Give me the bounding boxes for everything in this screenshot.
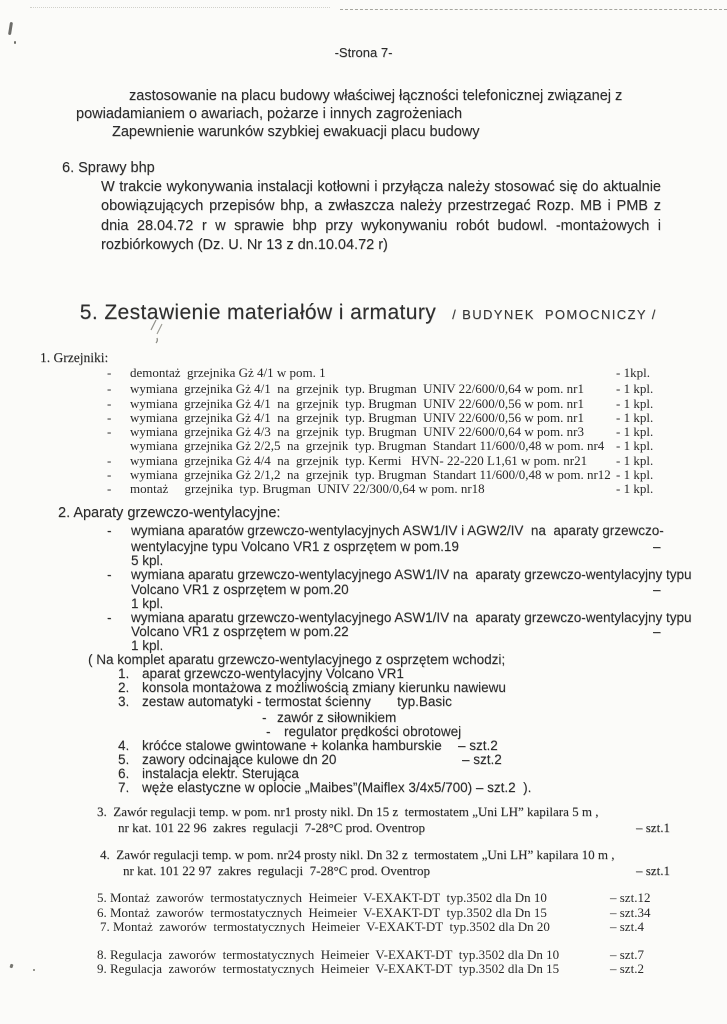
bullet-dash: - <box>107 481 112 496</box>
heater-item-qty: 5 kpl. <box>131 553 164 568</box>
component-number: 5. <box>118 752 130 767</box>
radiator-row-qty: - 1kpl. <box>616 365 650 380</box>
mount-row <box>0 905 727 920</box>
component-text: konsola montażowa z możliwością zmiany kierunku nawiewu <box>142 680 506 695</box>
radiator-row <box>0 453 727 468</box>
materials-section-subtitle: / BUDYNEK POMOCNICZY / <box>452 307 657 323</box>
bullet-dash: - <box>107 365 112 380</box>
valve-item-qty: – szt.1 <box>636 863 670 878</box>
component-number: 1. <box>118 666 130 681</box>
component-number: 7. <box>118 780 130 795</box>
bullet-dash: - <box>107 610 112 625</box>
valve-item-line2: nr kat. 101 22 97 zakres regulacji 7-28°C prod. Oventrop <box>123 863 431 878</box>
heaters-list-title: 2. Aparaty grzewczo-wentylacyjne: <box>58 505 281 521</box>
adjust-row-text: 9. Regulacja zaworów termostatycznych Heimeier V-EXAKT-DT typ.3502 dla Dn 15 <box>97 961 560 976</box>
valve-item-qty: – szt.1 <box>636 820 670 835</box>
radiator-row-text: demontaż grzejnika Gż 4/1 w pom. 1 <box>130 365 326 380</box>
bullet-dash: - <box>107 467 112 482</box>
radiator-row-qty: - 1 kpl. <box>616 410 654 425</box>
kit-note-open: ( Na komplet aparatu grzewczo-wentylacyjnego z osprzętem wchodzi; <box>88 652 506 667</box>
radiator-row-text: wymiana grzejnika Gż 4/3 na grzejnik typ. Brugman UNIV 22/600/0,64 w pom. nr3 <box>130 424 584 439</box>
radiator-row <box>0 424 727 439</box>
adjust-row-text: 8. Regulacja zaworów termostatycznych Heimeier V-EXAKT-DT typ.3502 dla Dn 10 <box>97 947 560 962</box>
trailing-dash: – <box>653 582 661 597</box>
component-number: 6. <box>118 766 130 781</box>
heater-item-line2: Volcano VR1 z osprzętem w pom.22 <box>131 624 349 639</box>
adjust-row <box>0 961 727 976</box>
trailing-dash: – <box>653 624 661 639</box>
valve-item-line1: 3. Zawór regulacji temp. w pom. nr1 prosty nikl. Dn 15 z termostatem „Uni LH” kapilara 5 m , <box>97 804 599 819</box>
intro-line-3: Zapewnienie warunków szybkiej ewakuacji placu budowy <box>112 124 480 140</box>
radiator-row-qty: - 1 kpl. <box>616 396 654 411</box>
heater-item-line2: wentylacyjne typu Volcano VR1 z osprzętem w pom.19 <box>131 539 459 554</box>
heater-item-line1: wymiana aparatu grzewczo-wentylacyjnego ASW1/IV na aparaty grzewczo-wentylacyjny typu <box>131 610 692 625</box>
radiator-row-text: wymiana grzejnika Gż 4/1 na grzejnik typ. Brugman UNIV 22/600/0,64 w pom. nr1 <box>130 381 584 396</box>
radiator-row-qty: - 1 kpl. <box>616 424 654 439</box>
radiator-row-qty: - 1 kpl. <box>616 381 654 396</box>
mount-row <box>0 890 727 905</box>
bhp-section-body: W trakcie wykonywania instalacji kotłowni i przyłącza należy stosować się do aktualnie obowiązujących przepisów bhp, a zwłaszcza należy przestrzegać Rozp. MB i PMB z dnia 28.04.72 r w sprawie bhp przy wykonywaniu robót budowl. -montażowych i rozbiórkowych (Dz. U. Nr 13 z dn.10.04.72 r) <box>101 179 661 254</box>
component-qty: – szt.2 <box>458 738 498 753</box>
materials-section-title: 5. Zestawienie materiałów i armatury <box>79 301 437 325</box>
sub-item-text: zawór z siłownikiem <box>277 710 397 725</box>
intro-line-2: powiadamianiem o awariach, pożarze i innych zagrożeniach <box>76 106 463 122</box>
component-qty: – szt.2 <box>462 752 502 767</box>
radiator-row-qty: - 1 kpl. <box>616 481 654 496</box>
bullet-dash: - <box>107 424 112 439</box>
radiator-row <box>0 396 727 411</box>
mount-row-text: 7. Montaż zaworów termostatycznych Heimeier V-EXAKT-DT typ.3502 dla Dn 20 <box>100 919 550 934</box>
radiator-row-qty: - 1 kpl. <box>616 467 654 482</box>
radiator-row-text: wymiana grzejnika Gż 2/2,5 na grzejnik typ. Brugman Standart 11/600/0,48 w pom. nr4 <box>130 438 605 453</box>
mount-row-qty: – szt.12 <box>610 890 651 905</box>
component-number: 4. <box>118 738 130 753</box>
bullet-dash: - <box>107 410 112 425</box>
component-text: aparat grzewczo-wentylacyjny Volcano VR1 <box>142 666 404 681</box>
bullet-dash: - <box>266 724 271 739</box>
radiator-row-text: montaż grzejnika typ. Brugman UNIV 22/300/0,64 w pom. nr18 <box>130 481 485 496</box>
page-number: -Strona 7- <box>334 45 393 60</box>
trailing-dash: – <box>653 539 661 554</box>
radiator-row <box>0 365 727 380</box>
component-text: króćce stalowe gwintowane + kolanka hamburskie <box>142 738 442 753</box>
mount-row-qty: – szt.4 <box>610 919 644 934</box>
bullet-dash: - <box>107 396 112 411</box>
component-text: zestaw automatyki - termostat ścienny typ.Basic <box>142 694 452 709</box>
scan-speck-top-left <box>14 41 16 44</box>
radiator-row-text: wymiana grzejnika Gż 4/1 na grzejnik typ. Brugman UNIV 22/600/0,56 w pom. nr1 <box>130 410 584 425</box>
adjust-row-qty: – szt.7 <box>610 947 644 962</box>
heater-item-line2: Volcano VR1 z osprzętem w pom.20 <box>131 582 349 597</box>
adjust-row <box>0 947 727 962</box>
mount-row-qty: – szt.34 <box>610 905 651 920</box>
scan-edge-line-right <box>340 9 727 10</box>
bullet-dash: - <box>107 567 112 582</box>
mount-row-text: 5. Montaż zaworów termostatycznych Heimeier V-EXAKT-DT typ.3502 dla Dn 10 <box>97 890 547 905</box>
heater-item-qty: 1 kpl. <box>131 596 164 611</box>
bullet-dash: - <box>107 381 112 396</box>
component-number: 2. <box>118 680 130 695</box>
radiator-row <box>0 481 727 496</box>
adjust-row-qty: – szt.2 <box>610 961 644 976</box>
mount-row <box>0 919 727 934</box>
component-number: 3. <box>118 694 130 709</box>
mount-row-text: 6. Montaż zaworów termostatycznych Heimeier V-EXAKT-DT typ.3502 dla Dn 15 <box>97 905 547 920</box>
component-text: instalacja elektr. Sterująca <box>142 766 299 781</box>
valve-item-line2: nr kat. 101 22 96 zakres regulacji 7-28°C prod. Oventrop <box>118 820 426 835</box>
scan-smudge-top-left <box>8 22 13 35</box>
heater-item-line1: wymiana aparatów grzewczo-wentylacyjnych ASW1/IV i AGW2/IV na aparaty grzewczo- <box>131 523 664 538</box>
radiator-row <box>0 467 727 482</box>
component-text: zawory odcinające kulowe dn 20 <box>142 752 337 767</box>
radiator-row-text: wymiana grzejnika Gż 2/1,2 na grzejnik typ. Brugman Standart 11/600/0,48 w pom. nr12 <box>130 467 611 482</box>
bullet-dash: - <box>107 523 112 538</box>
radiator-row <box>0 438 727 453</box>
scan-edge-line-left <box>30 7 330 8</box>
radiator-row-text: wymiana grzejnika Gż 4/1 na grzejnik typ. Brugman UNIV 22/600/0,56 w pom. nr1 <box>130 396 584 411</box>
bullet-dash: - <box>262 710 267 725</box>
radiators-list-title: 1. Grzejniki: <box>40 350 109 365</box>
radiator-row-qty: - 1 kpl. <box>616 453 654 468</box>
radiator-row-text: wymiana grzejnika Gż 4/4 na grzejnik typ. Kermi HVN- 22-220 L1,61 w pom. nr21 <box>130 453 588 468</box>
radiator-row-qty: - 1 kpl. <box>616 438 654 453</box>
heater-item-line1: wymiana aparatu grzewczo-wentylacyjnego ASW1/IV na aparaty grzewczo-wentylacyjny typu <box>131 567 692 582</box>
sub-item-text: regulator prędkości obrotowej <box>284 724 462 739</box>
radiator-row <box>0 410 727 425</box>
component-text: węże elastyczne w oplocie „Maibes”(Maiflex 3/4x5/700) – szt.2 ). <box>142 780 532 795</box>
bullet-dash: - <box>107 453 112 468</box>
heater-item-qty: 1 kpl. <box>131 638 164 653</box>
intro-line-1: zastosowanie na placu budowy właściwej łączności telefonicznej związanej z <box>129 88 623 104</box>
bhp-section-title: 6. Sprawy bhp <box>62 160 155 176</box>
materials-section-heading <box>62 283 657 344</box>
valve-item-line1: 4. Zawór regulacji temp. w pom. nr24 prosty nikl. Dn 32 z termostatem „Uni LH” kapilara 10 m , <box>100 847 615 862</box>
radiator-row <box>0 381 727 396</box>
